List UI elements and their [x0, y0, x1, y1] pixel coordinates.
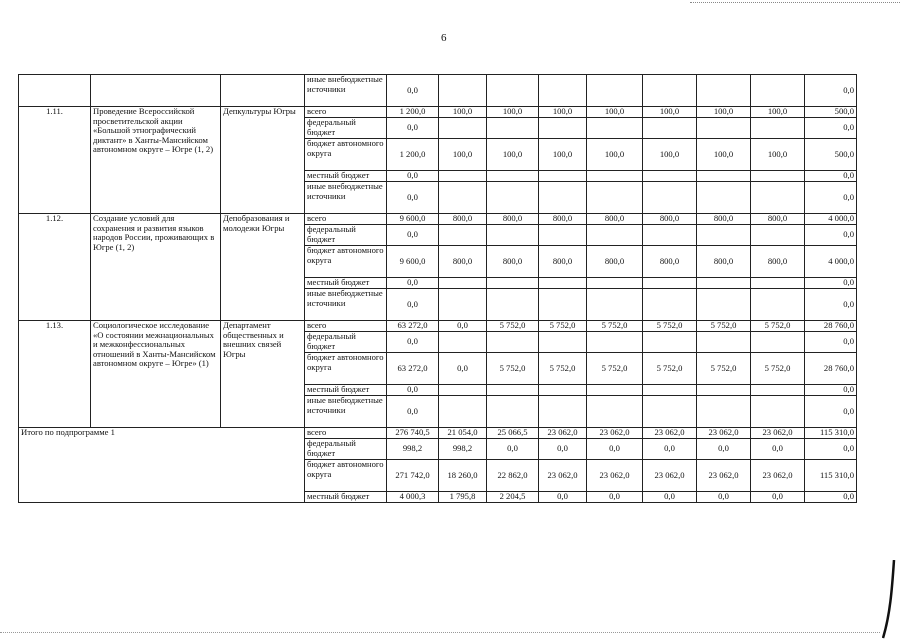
value-cell: 0,0 [439, 321, 487, 332]
value-cell [587, 171, 643, 182]
value-cell [697, 182, 751, 214]
value-cell: 500,0 [805, 139, 857, 171]
value-cell: 23 062,0 [751, 460, 805, 492]
scan-edge-top [690, 2, 900, 3]
value-cell: 0,0 [643, 492, 697, 503]
value-cell: 0,0 [805, 75, 857, 107]
value-cell: 0,0 [387, 289, 439, 321]
value-cell [539, 332, 587, 353]
value-cell: 5 752,0 [697, 353, 751, 385]
value-cell: 0,0 [805, 171, 857, 182]
scan-edge-bottom [0, 632, 880, 633]
value-cell [643, 225, 697, 246]
value-cell: 998,2 [387, 439, 439, 460]
value-cell [643, 118, 697, 139]
value-cell [487, 289, 539, 321]
value-cell: 5 752,0 [487, 321, 539, 332]
value-cell: 5 752,0 [539, 321, 587, 332]
value-cell: 5 752,0 [539, 353, 587, 385]
value-cell [643, 289, 697, 321]
value-cell [487, 396, 539, 428]
value-cell: 25 066,5 [487, 428, 539, 439]
measure-executor: Департамент общественных и внешних связей Югры [221, 321, 305, 428]
value-cell: 23 062,0 [587, 428, 643, 439]
value-cell: 0,0 [387, 75, 439, 107]
value-cell: 1 200,0 [387, 139, 439, 171]
value-cell [587, 182, 643, 214]
value-cell [539, 385, 587, 396]
value-cell: 1 200,0 [387, 107, 439, 118]
value-cell: 100,0 [587, 107, 643, 118]
value-cell: 0,0 [487, 439, 539, 460]
value-cell [643, 182, 697, 214]
funding-source: всего [305, 321, 387, 332]
table-row [19, 107, 857, 118]
blank-index [19, 75, 91, 107]
value-cell [697, 118, 751, 139]
funding-source: иные внебюджетные источники [305, 182, 387, 214]
value-cell: 100,0 [487, 107, 539, 118]
measure-executor: Депобразования и молодежи Югры [221, 214, 305, 321]
value-cell: 4 000,0 [805, 214, 857, 225]
value-cell: 0,0 [805, 118, 857, 139]
value-cell [587, 75, 643, 107]
value-cell [587, 278, 643, 289]
value-cell [487, 75, 539, 107]
measure-index: 1.12. [19, 214, 91, 321]
value-cell: 23 062,0 [539, 460, 587, 492]
blank-name [91, 75, 221, 107]
value-cell: 0,0 [387, 385, 439, 396]
value-cell [751, 385, 805, 396]
value-cell: 100,0 [439, 139, 487, 171]
budget-table [18, 74, 857, 503]
table-row [19, 428, 857, 439]
value-cell: 5 752,0 [751, 353, 805, 385]
value-cell: 0,0 [387, 278, 439, 289]
value-cell [439, 289, 487, 321]
funding-source: федеральный бюджет [305, 439, 387, 460]
value-cell: 5 752,0 [643, 353, 697, 385]
funding-source: всего [305, 428, 387, 439]
value-cell [487, 182, 539, 214]
value-cell: 0,0 [643, 439, 697, 460]
funding-source: местный бюджет [305, 492, 387, 503]
value-cell: 4 000,0 [805, 246, 857, 278]
value-cell: 0,0 [697, 439, 751, 460]
value-cell [697, 385, 751, 396]
value-cell [751, 396, 805, 428]
funding-source: местный бюджет [305, 385, 387, 396]
value-cell: 800,0 [539, 246, 587, 278]
value-cell: 0,0 [805, 225, 857, 246]
value-cell: 100,0 [697, 107, 751, 118]
value-cell [439, 171, 487, 182]
value-cell: 100,0 [643, 107, 697, 118]
value-cell: 500,0 [805, 107, 857, 118]
value-cell [439, 182, 487, 214]
measure-executor: Депкультуры Югры [221, 107, 305, 214]
value-cell: 9 600,0 [387, 214, 439, 225]
value-cell: 100,0 [439, 107, 487, 118]
value-cell: 0,0 [805, 332, 857, 353]
value-cell: 23 062,0 [539, 428, 587, 439]
value-cell [751, 182, 805, 214]
value-cell [751, 75, 805, 107]
value-cell: 5 752,0 [751, 321, 805, 332]
value-cell: 5 752,0 [587, 321, 643, 332]
funding-source: иные внебюджетные источники [305, 75, 387, 107]
value-cell: 0,0 [539, 492, 587, 503]
value-cell: 800,0 [439, 246, 487, 278]
page-number: 6 [441, 32, 447, 44]
value-cell: 1 795,8 [439, 492, 487, 503]
value-cell [539, 278, 587, 289]
measure-name: Создание условий для сохранения и развития языков народов России, проживающих в Югре (1, 2) [91, 214, 221, 321]
value-cell: 0,0 [805, 182, 857, 214]
value-cell: 800,0 [539, 214, 587, 225]
value-cell: 0,0 [805, 396, 857, 428]
value-cell: 100,0 [587, 139, 643, 171]
table-row [19, 75, 857, 107]
funding-source: местный бюджет [305, 171, 387, 182]
value-cell [751, 225, 805, 246]
value-cell: 100,0 [751, 107, 805, 118]
funding-source: иные внебюджетные источники [305, 289, 387, 321]
value-cell: 800,0 [751, 214, 805, 225]
value-cell: 800,0 [587, 246, 643, 278]
value-cell [697, 278, 751, 289]
value-cell [439, 278, 487, 289]
value-cell [751, 278, 805, 289]
value-cell: 9 600,0 [387, 246, 439, 278]
measure-name: Проведение Всероссийской просветительской акции «Большой этнографический диктант» в Ханты-Мансийском автономном округе – Югре (1, 2) [91, 107, 221, 214]
value-cell: 63 272,0 [387, 353, 439, 385]
value-cell: 0,0 [805, 289, 857, 321]
value-cell: 5 752,0 [643, 321, 697, 332]
value-cell: 23 062,0 [643, 460, 697, 492]
value-cell: 0,0 [387, 118, 439, 139]
value-cell [587, 289, 643, 321]
value-cell [487, 225, 539, 246]
value-cell [643, 278, 697, 289]
value-cell [487, 278, 539, 289]
value-cell [439, 75, 487, 107]
value-cell: 0,0 [805, 385, 857, 396]
funding-source: всего [305, 107, 387, 118]
value-cell [643, 385, 697, 396]
value-cell: 115 310,0 [805, 460, 857, 492]
total-label: Итого по подпрограмме 1 [19, 428, 305, 503]
value-cell [751, 332, 805, 353]
measure-index: 1.11. [19, 107, 91, 214]
value-cell [697, 225, 751, 246]
value-cell: 0,0 [387, 182, 439, 214]
value-cell: 23 062,0 [751, 428, 805, 439]
funding-source: бюджет автономного округа [305, 139, 387, 171]
value-cell: 23 062,0 [587, 460, 643, 492]
value-cell: 800,0 [439, 214, 487, 225]
value-cell [539, 289, 587, 321]
value-cell: 0,0 [387, 332, 439, 353]
funding-source: всего [305, 214, 387, 225]
value-cell [697, 75, 751, 107]
value-cell: 0,0 [387, 225, 439, 246]
funding-source: федеральный бюджет [305, 332, 387, 353]
value-cell: 0,0 [751, 439, 805, 460]
value-cell: 271 742,0 [387, 460, 439, 492]
value-cell [587, 118, 643, 139]
value-cell: 28 760,0 [805, 353, 857, 385]
value-cell [539, 171, 587, 182]
value-cell [751, 289, 805, 321]
value-cell: 800,0 [643, 246, 697, 278]
measure-name: Социологическое исследование «О состоянии межнациональных и межконфессиональных отношений в Ханты-Мансийском автономном округе – Югре» (1) [91, 321, 221, 428]
funding-source: бюджет автономного округа [305, 460, 387, 492]
value-cell [587, 332, 643, 353]
blank-executor [221, 75, 305, 107]
value-cell: 0,0 [587, 439, 643, 460]
funding-source: бюджет автономного округа [305, 246, 387, 278]
measure-index: 1.13. [19, 321, 91, 428]
funding-source: местный бюджет [305, 278, 387, 289]
value-cell [539, 118, 587, 139]
value-cell: 23 062,0 [643, 428, 697, 439]
value-cell: 5 752,0 [487, 353, 539, 385]
table-row [19, 321, 857, 332]
page-curl-mark [882, 560, 896, 640]
value-cell: 800,0 [697, 214, 751, 225]
value-cell [587, 396, 643, 428]
value-cell [487, 118, 539, 139]
value-cell: 2 204,5 [487, 492, 539, 503]
value-cell: 800,0 [487, 246, 539, 278]
value-cell [539, 225, 587, 246]
value-cell: 23 062,0 [697, 428, 751, 439]
value-cell: 63 272,0 [387, 321, 439, 332]
value-cell: 4 000,3 [387, 492, 439, 503]
value-cell: 0,0 [805, 278, 857, 289]
value-cell [751, 118, 805, 139]
funding-source: бюджет автономного округа [305, 353, 387, 385]
value-cell: 0,0 [805, 439, 857, 460]
value-cell: 0,0 [587, 492, 643, 503]
value-cell: 0,0 [439, 353, 487, 385]
value-cell: 100,0 [539, 139, 587, 171]
value-cell: 18 260,0 [439, 460, 487, 492]
value-cell: 0,0 [539, 439, 587, 460]
value-cell [487, 385, 539, 396]
value-cell: 800,0 [643, 214, 697, 225]
value-cell [539, 182, 587, 214]
value-cell: 5 752,0 [587, 353, 643, 385]
value-cell [439, 385, 487, 396]
value-cell: 0,0 [387, 396, 439, 428]
value-cell [487, 332, 539, 353]
value-cell [697, 396, 751, 428]
table-row [19, 214, 857, 225]
value-cell [487, 171, 539, 182]
value-cell: 800,0 [587, 214, 643, 225]
value-cell [539, 75, 587, 107]
value-cell: 23 062,0 [697, 460, 751, 492]
funding-source: иные внебюджетные источники [305, 396, 387, 428]
value-cell: 0,0 [751, 492, 805, 503]
value-cell [643, 332, 697, 353]
value-cell [643, 75, 697, 107]
value-cell [587, 385, 643, 396]
value-cell [697, 171, 751, 182]
value-cell [643, 171, 697, 182]
value-cell [587, 225, 643, 246]
value-cell [643, 396, 697, 428]
value-cell: 800,0 [697, 246, 751, 278]
value-cell: 998,2 [439, 439, 487, 460]
value-cell [439, 225, 487, 246]
value-cell: 28 760,0 [805, 321, 857, 332]
value-cell: 22 862,0 [487, 460, 539, 492]
value-cell [697, 289, 751, 321]
value-cell: 100,0 [643, 139, 697, 171]
value-cell: 800,0 [751, 246, 805, 278]
value-cell: 115 310,0 [805, 428, 857, 439]
value-cell [751, 171, 805, 182]
value-cell [539, 396, 587, 428]
value-cell: 100,0 [539, 107, 587, 118]
value-cell: 100,0 [751, 139, 805, 171]
value-cell [439, 396, 487, 428]
value-cell: 0,0 [697, 492, 751, 503]
value-cell: 0,0 [805, 492, 857, 503]
value-cell: 0,0 [387, 171, 439, 182]
value-cell: 276 740,5 [387, 428, 439, 439]
value-cell [439, 332, 487, 353]
value-cell: 5 752,0 [697, 321, 751, 332]
value-cell [439, 118, 487, 139]
value-cell: 800,0 [487, 214, 539, 225]
value-cell: 100,0 [487, 139, 539, 171]
value-cell: 21 054,0 [439, 428, 487, 439]
value-cell: 100,0 [697, 139, 751, 171]
value-cell [697, 332, 751, 353]
funding-source: федеральный бюджет [305, 118, 387, 139]
funding-source: федеральный бюджет [305, 225, 387, 246]
